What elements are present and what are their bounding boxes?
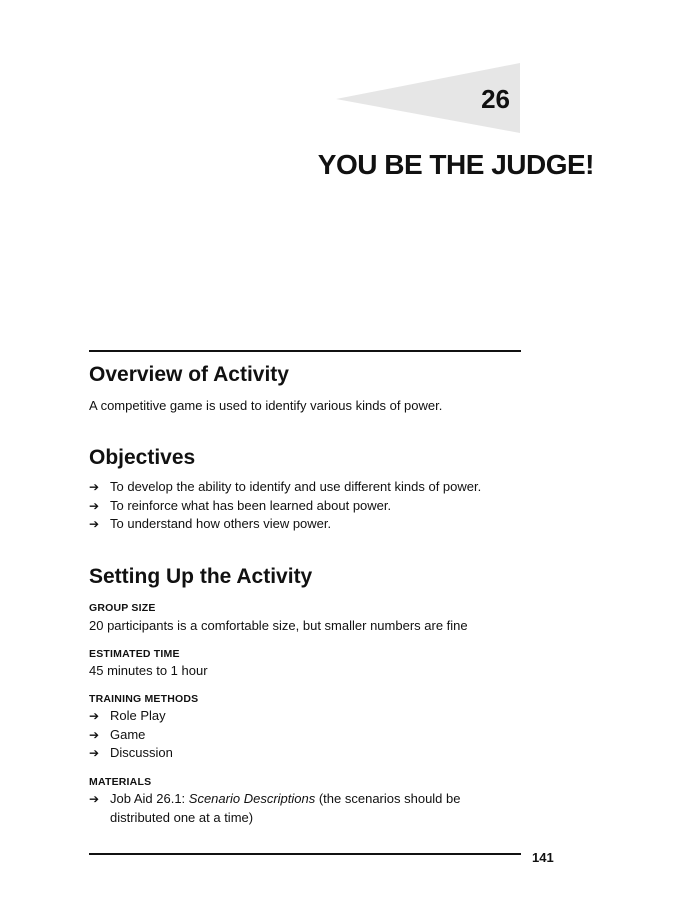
materials-item-suffix: (the scenarios should be distributed one at a time)	[110, 791, 461, 825]
bottom-divider	[89, 853, 521, 855]
materials-item-title: Scenario Descriptions	[188, 791, 316, 806]
method-text: Game	[110, 726, 146, 742]
list-item	[89, 790, 522, 827]
materials-label: MATERIALS	[89, 776, 152, 788]
chapter-title: YOU BE THE JUDGE!	[317, 149, 594, 180]
group-size-text: 20 participants is a comfortable size, but smaller numbers are fine	[89, 618, 468, 633]
method-text: Discussion	[110, 745, 173, 760]
training-methods-label: TRAINING METHODS	[89, 693, 199, 705]
arrow-right-icon: ➔	[89, 792, 100, 806]
list-item	[89, 744, 529, 763]
arrow-right-icon: ➔	[89, 746, 100, 760]
objectives-list	[89, 478, 529, 534]
objective-text: To develop the ability to identify and use different kinds of power.	[110, 479, 482, 494]
arrow-right-icon: ➔	[89, 480, 100, 494]
overview-text: A competitive game is used to identify various kinds of power.	[89, 398, 443, 413]
list-item	[89, 478, 529, 497]
chapter-number: 26	[481, 84, 510, 114]
estimated-time-text: 45 minutes to 1 hour	[89, 663, 208, 678]
overview-heading: Overview of Activity	[89, 363, 289, 386]
materials-list	[89, 790, 529, 827]
objective-text: To understand how others view power.	[110, 516, 332, 531]
group-size-label: GROUP SIZE	[89, 602, 156, 614]
list-item	[89, 497, 529, 516]
estimated-time-label: ESTIMATED TIME	[89, 648, 180, 660]
method-text: Role Play	[110, 708, 166, 723]
list-item	[89, 707, 529, 726]
list-item	[89, 515, 529, 534]
training-methods-list	[89, 707, 529, 763]
setup-heading: Setting Up the Activity	[89, 565, 313, 588]
arrow-right-icon: ➔	[89, 498, 100, 513]
arrow-right-icon: ➔	[89, 517, 100, 531]
objective-text: To reinforce what has been learned about power.	[110, 497, 392, 513]
page-number: 141	[532, 850, 554, 865]
arrow-right-icon: ➔	[89, 727, 100, 742]
materials-item-prefix: Job Aid 26.1:	[110, 791, 189, 806]
arrow-right-icon: ➔	[89, 709, 100, 723]
list-item	[89, 726, 529, 745]
objectives-heading: Objectives	[89, 446, 196, 469]
top-divider	[89, 350, 521, 352]
